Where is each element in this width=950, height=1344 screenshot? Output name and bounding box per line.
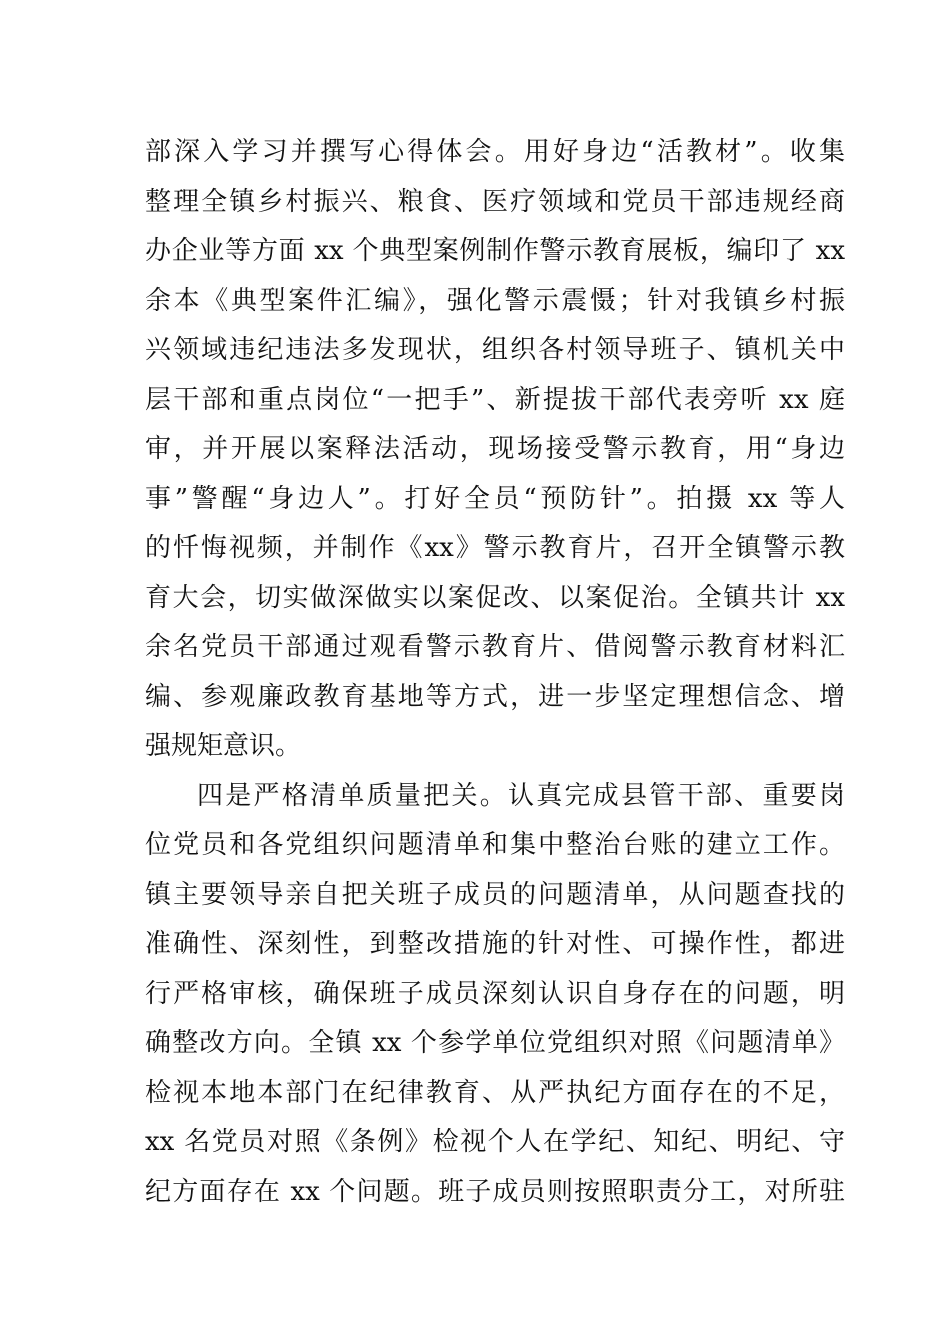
text-line: 事”警醒“身边人”。打好全员“预防针”。拍摄 xx 等人: [145, 483, 845, 514]
text-line: 部深入学习并撰写心得体会。用好身边“活教材”。收集: [145, 137, 845, 167]
text-line: 审，并开展以案释法活动，现场接受警示教育，用“身边: [145, 434, 845, 464]
text-line: 整理全镇乡村振兴、粮食、医疗领域和党员干部违规经商: [145, 186, 845, 217]
text-line: 余本《典型案件汇编》，强化警示震慑；针对我镇乡村振: [145, 285, 845, 316]
text-line: 检视本地本部门在纪律教育、从严执纪方面存在的不足，: [145, 1077, 845, 1108]
paragraph-end-line: 强规矩意识。: [145, 731, 302, 761]
document-body: [145, 128, 845, 1217]
text-line: 余名党员干部通过观看警示教育片、借阅警示教育材料汇: [145, 632, 845, 662]
text-line: 准确性、深刻性，到整改措施的针对性、可操作性，都进: [145, 929, 845, 959]
text-line: 位党员和各党组织问题清单和集中整治台账的建立工作。: [145, 830, 845, 860]
text-line: 育大会，切实做深做实以案促改、以案促治。全镇共计 xx: [145, 582, 845, 613]
text-line: 纪方面存在 xx 个问题。班子成员则按照职责分工，对所驻: [145, 1176, 845, 1207]
text-line: 办企业等方面 xx 个典型案例制作警示教育展板，编印了 xx: [145, 236, 845, 266]
text-line: 层干部和重点岗位“一把手”、新提拔干部代表旁听 xx 庭: [145, 384, 845, 415]
text-line: 确整改方向。全镇 xx 个参学单位党组织对照《问题清单》: [145, 1028, 845, 1058]
text-line: 镇主要领导亲自把关班子成员的问题清单，从问题查找的: [145, 879, 845, 910]
text-line: 编、参观廉政教育基地等方式，进一步坚定理想信念、增: [145, 681, 845, 712]
text-line: xx 名党员对照《条例》检视个人在学纪、知纪、明纪、守: [145, 1127, 845, 1157]
text-line: 兴领域违纪违法多发现状，组织各村领导班子、镇机关中: [145, 335, 845, 365]
text-line: 行严格审核，确保班子成员深刻认识自身存在的问题，明: [145, 978, 845, 1009]
text-line: 的忏悔视频，并制作《xx》警示教育片，召开全镇警示教: [145, 533, 845, 563]
paragraph-start-line: 四是严格清单质量把关。认真完成县管干部、重要岗: [197, 780, 845, 811]
